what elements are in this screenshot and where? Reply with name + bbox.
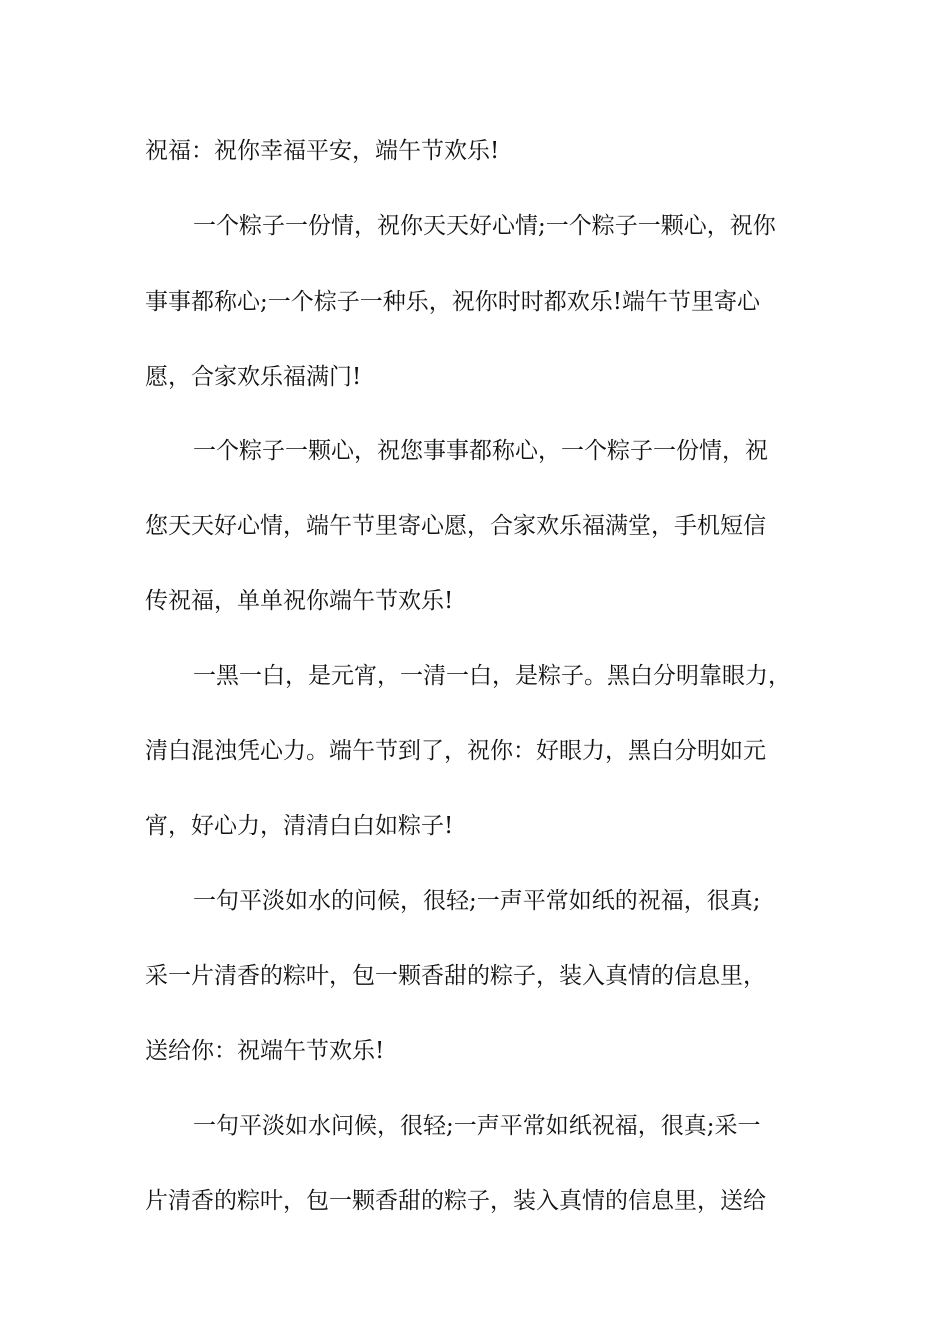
text-line: 愿，合家欢乐福满门!	[145, 364, 362, 390]
text-line: 清白混浊凭心力。端午节到了，祝你：好眼力，黑白分明如元	[145, 738, 766, 764]
text-line: 您天天好心情，端午节里寄心愿，合家欢乐福满堂，手机短信	[145, 513, 766, 539]
paragraph-first-line: 一个粽子一颗心，祝您事事都称心，一个粽子一份情，祝	[193, 438, 768, 464]
paragraph-first-line: 一句平淡如水的问候，很轻;一声平常如纸的祝福，很真;	[193, 888, 761, 914]
text-line: 祝福：祝你幸福平安，端午节欢乐!	[145, 138, 500, 164]
text-line: 送给你：祝端午节欢乐!	[145, 1038, 385, 1064]
text-line: 事事都称心;一个棕子一种乐，祝你时时都欢乐!端午节里寄心	[145, 289, 760, 315]
paragraph-first-line: 一黑一白，是元宵，一清一白，是粽子。黑白分明靠眼力，	[193, 663, 791, 689]
text-line: 传祝福，单单祝你端午节欢乐!	[145, 588, 454, 614]
paragraph-first-line: 一句平淡如水问候，很轻;一声平常如纸祝福，很真;采一	[193, 1113, 761, 1139]
paragraph-first-line: 一个粽子一份情，祝你天天好心情;一个粽子一颗心，祝你	[193, 213, 776, 239]
text-line: 宵，好心力，清清白白如粽子!	[145, 813, 454, 839]
text-line: 采一片清香的粽叶，包一颗香甜的粽子，装入真情的信息里，	[145, 963, 766, 989]
text-line: 片清香的粽叶，包一颗香甜的粽子，装入真情的信息里，送给	[145, 1188, 766, 1214]
